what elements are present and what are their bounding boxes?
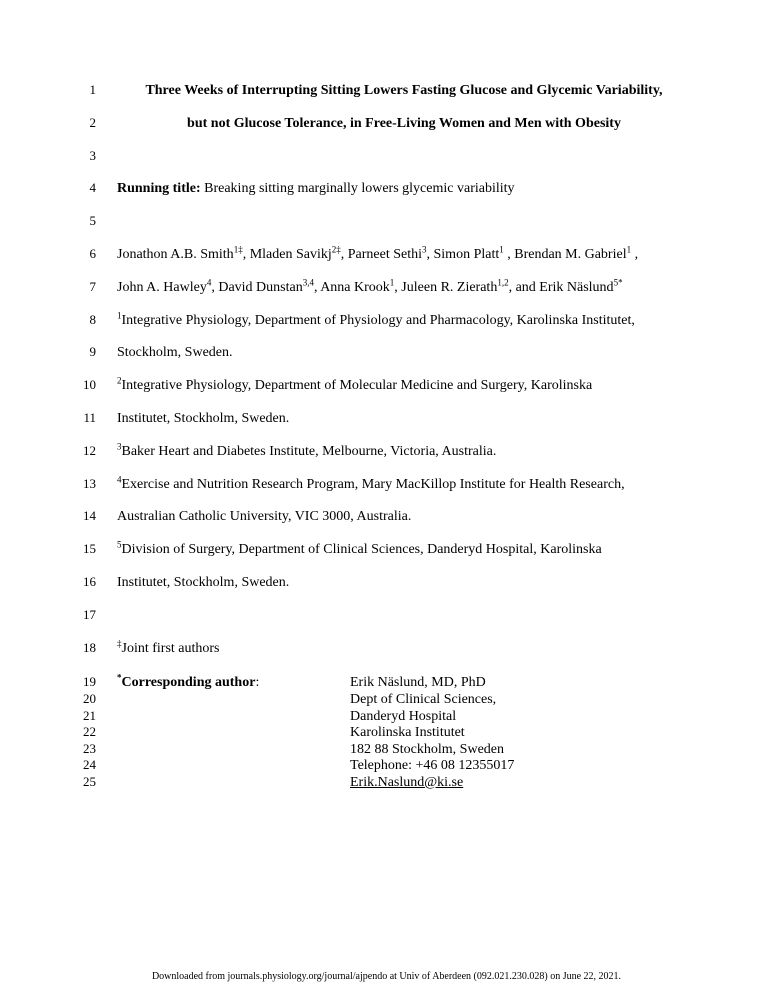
manuscript-line — [0, 140, 773, 173]
manuscript-line — [0, 468, 773, 501]
line-text — [117, 709, 691, 726]
corresponding-label — [117, 672, 350, 692]
manuscript-line — [0, 674, 773, 691]
line-number: 12 — [83, 442, 96, 458]
line-number: 15 — [83, 541, 96, 557]
superscript: 3 — [422, 244, 427, 255]
line-number: 24 — [83, 757, 96, 773]
text-segment: Exercise and Nutrition Research Program, Mary MacKillop Institute for Health Research, — [121, 476, 625, 492]
text-segment: : — [255, 675, 260, 691]
text-segment: , and Erik Näslund — [508, 279, 614, 295]
superscript: 5* — [613, 277, 623, 288]
text-segment: Karolinska Institutet — [350, 725, 465, 741]
line-text — [117, 108, 691, 141]
line-text — [117, 403, 691, 436]
manuscript-line — [0, 336, 773, 369]
manuscript-line — [0, 304, 773, 337]
line-number: 5 — [89, 213, 96, 229]
text-segment: Corresponding author — [121, 675, 256, 691]
manuscript-line — [0, 435, 773, 468]
line-text — [117, 742, 691, 759]
line-number: 8 — [89, 311, 96, 327]
superscript: * — [117, 672, 122, 683]
email-link[interactable]: Erik.Naslund@ki.se — [350, 774, 464, 790]
corresponding-detail — [350, 692, 691, 709]
line-number: 1 — [89, 82, 96, 97]
corresponding-detail — [350, 758, 691, 775]
superscript: 2‡ — [331, 244, 341, 255]
superscript: 5 — [117, 539, 122, 550]
text-segment: , Parneet Sethi — [340, 246, 422, 262]
line-text — [117, 173, 691, 206]
line-number: 14 — [83, 508, 96, 524]
text-segment: Danderyd Hospital — [350, 708, 457, 724]
superscript: 4 — [117, 473, 122, 484]
text-segment: Jonathon A.B. Smith — [117, 246, 234, 262]
text-segment: John A. Hawley — [117, 279, 207, 295]
line-number: 2 — [89, 114, 96, 130]
text-segment: Institutet, Stockholm, Sweden. — [117, 410, 290, 426]
manuscript-line — [0, 369, 773, 402]
superscript: 1‡ — [233, 244, 243, 255]
line-number: 10 — [83, 377, 96, 393]
text-segment: Institutet, Stockholm, Sweden. — [117, 574, 290, 590]
superscript: 2 — [117, 375, 122, 386]
text-segment: , Anna Krook — [313, 279, 390, 295]
line-text — [117, 501, 691, 534]
manuscript-line — [0, 402, 773, 435]
manuscript-line — [0, 774, 773, 791]
superscript: 1 — [117, 309, 122, 320]
text-segment: , Brendan M. Gabriel — [503, 246, 627, 262]
text-segment: 182 88 Stockholm, Sweden — [350, 741, 504, 757]
manuscript-line — [0, 500, 773, 533]
line-text — [117, 337, 691, 370]
text-segment: Integrative Physiology, Department of Physiology and Pharmacology, Karolinska Institutet, — [121, 312, 635, 328]
line-number: 17 — [83, 606, 96, 622]
superscript: 4 — [206, 277, 212, 288]
text-segment: Dept of Clinical Sciences, — [350, 691, 497, 707]
manuscript-line — [0, 238, 773, 271]
manuscript-line — [0, 708, 773, 725]
line-text — [117, 436, 691, 469]
line-text — [117, 672, 691, 692]
text-segment: , David Dunstan — [211, 279, 303, 295]
text-segment: Joint first authors — [121, 640, 220, 656]
text-segment: Running title: — [117, 181, 201, 197]
line-text — [117, 469, 691, 502]
line-text — [117, 272, 691, 305]
line-number: 19 — [83, 674, 96, 690]
text-segment: Integrative Physiology, Department of Molecular Medicine and Surgery, Karolinska — [121, 378, 593, 394]
line-number: 21 — [83, 707, 96, 723]
text-segment: Breaking sitting marginally lowers glycemic variability — [200, 181, 515, 197]
line-text — [117, 567, 691, 600]
text-segment: Division of Surgery, Department of Clinical Sciences, Danderyd Hospital, Karolinska — [121, 542, 602, 558]
corresponding-detail — [350, 709, 691, 726]
line-number: 9 — [89, 344, 96, 360]
line-text — [117, 534, 691, 567]
corresponding-detail — [350, 675, 691, 692]
line-container — [0, 74, 773, 791]
line-text — [117, 75, 691, 108]
manuscript-line — [0, 533, 773, 566]
line-number: 20 — [83, 690, 96, 706]
text-segment: , — [631, 246, 639, 262]
manuscript-line — [0, 205, 773, 238]
line-number: 3 — [89, 147, 96, 163]
superscript: ‡ — [117, 637, 122, 648]
line-text — [117, 692, 691, 709]
line-number: 22 — [83, 724, 96, 740]
text-segment: Stockholm, Sweden. — [117, 345, 233, 361]
line-text — [117, 633, 691, 666]
corresponding-detail — [350, 725, 691, 742]
line-number: 11 — [83, 409, 96, 425]
text-segment: Baker Heart and Diabetes Institute, Melbourne, Victoria, Australia. — [121, 443, 497, 459]
manuscript-line — [0, 632, 773, 665]
superscript: 1 — [499, 244, 504, 255]
text-segment: but not Glucose Tolerance, in Free-Living Women and Men with Obesity — [187, 115, 621, 131]
manuscript-line — [0, 172, 773, 205]
superscript: 3 — [117, 441, 122, 452]
manuscript-line — [0, 599, 773, 632]
download-footer: Downloaded from journals.physiology.org/journal/ajpendo at Univ of Aberdeen (092.021.230.028) on June 22, 2021. — [151, 971, 622, 982]
text-segment: Three Weeks of Interrupting Sitting Lowers Fasting Glucose and Glycemic Variability, — [145, 83, 663, 98]
line-number: 6 — [89, 245, 96, 261]
text-segment: , Simon Platt — [426, 246, 500, 262]
text-segment: , Juleen R. Zierath — [394, 279, 498, 295]
line-number: 7 — [89, 278, 96, 294]
manuscript-line — [0, 74, 773, 107]
superscript: 1,2 — [497, 277, 509, 288]
line-text — [117, 725, 691, 742]
line-number: 4 — [89, 180, 96, 196]
line-number: 18 — [83, 639, 96, 655]
text-segment: Telephone: +46 08 12355017 — [350, 758, 515, 774]
manuscript-line — [0, 724, 773, 741]
manuscript-line — [0, 741, 773, 758]
line-text — [117, 758, 691, 775]
manuscript-line — [0, 757, 773, 774]
line-number: 16 — [83, 573, 96, 589]
line-text — [117, 239, 691, 272]
manuscript-line — [0, 271, 773, 304]
manuscript-line — [0, 691, 773, 708]
line-number: 25 — [83, 773, 96, 789]
line-number: 23 — [83, 740, 96, 756]
text-segment: Australian Catholic University, VIC 3000, Australia. — [117, 509, 412, 525]
line-number: 13 — [83, 475, 96, 491]
line-text — [117, 775, 691, 792]
manuscript-line — [0, 566, 773, 599]
corresponding-detail — [350, 775, 691, 792]
corresponding-detail — [350, 742, 691, 759]
superscript: 1 — [389, 277, 395, 288]
manuscript-line — [0, 107, 773, 140]
superscript: 1 — [626, 244, 632, 255]
line-text — [117, 305, 691, 338]
text-segment: , Mladen Savikj — [242, 246, 332, 262]
line-text — [117, 370, 691, 403]
superscript: 3,4 — [302, 277, 314, 288]
text-segment: Erik Näslund, MD, PhD — [350, 675, 486, 691]
